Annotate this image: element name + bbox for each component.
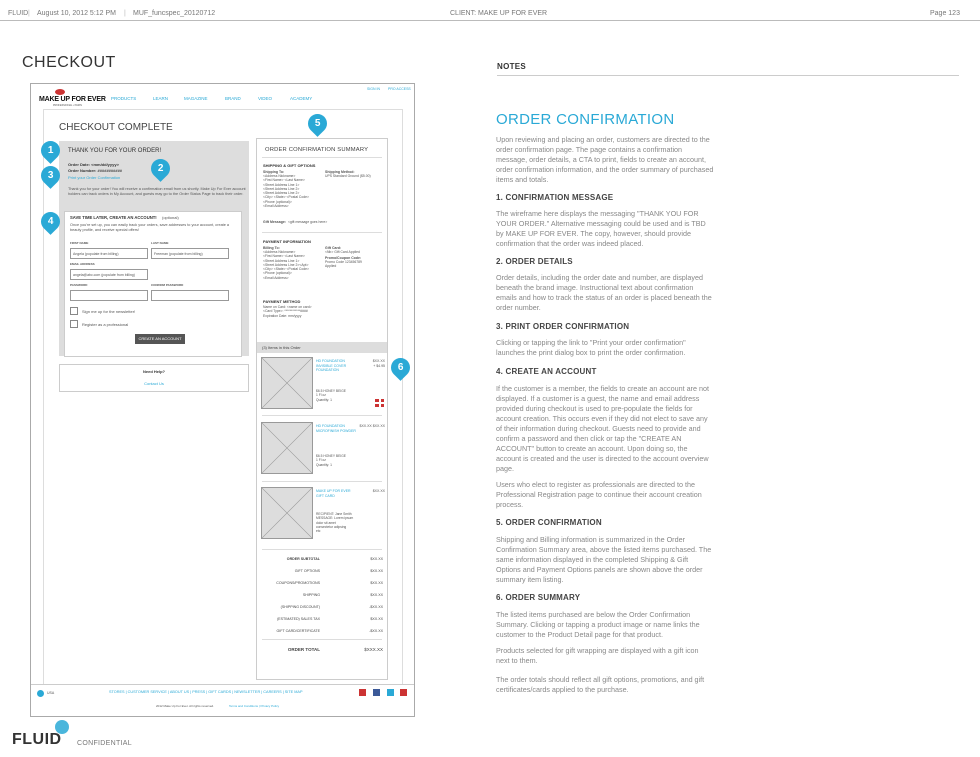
total-value: $XX.XX [370,593,383,597]
newsletter-checkbox[interactable] [70,307,78,315]
section-5-text: Shipping and Billing information is summarized in the Order Confirmation Summary area, above the listed items purchased. The same information displayed in the completed Shipping & Gift Options and Payment Options panels are shown above the order summary item listing. [496,535,712,584]
product-name-link[interactable]: HD FOUNDATION MICROFINISH POWDER [316,424,356,433]
total-value: $XX.XX [370,557,383,561]
confirm-password-label: CONFIRM PASSWORD [151,283,184,287]
header-brand: FLUID [8,10,29,17]
header-page: Page 123 [930,10,960,17]
page-title: CHECKOUT [22,54,116,71]
nav-magazine[interactable]: MAGAZINE [184,96,208,101]
order-total-label: ORDER TOTAL [287,647,320,652]
print-confirmation-link[interactable]: Print your Order Confirmation [68,175,121,180]
total-label: COUPONS/PROMOTIONS [276,581,320,585]
gift-icon [375,399,384,407]
footer-terms[interactable]: Terms and Conditions | Privacy Policy [229,704,280,708]
gift-card-label: Gift Card: [325,246,342,250]
notes-intro: Upon reviewing and placing an order, customers are directed to the order confirmation page. The page contains a confirmation message, order details, a CTA to print, fields to create an account, order confirmation information, and the order summary of purchased items and totals. [496,135,714,184]
site-footer [31,684,415,717]
facebook-icon[interactable] [373,689,380,696]
payment-method-value: Name on Card: <name on card> <Card Type>: ************#### Expiration Date: mm/yyyy [263,305,312,318]
total-label: (ESTIMATED) SALES TAX [277,617,320,621]
section-6-text: The listed items purchased are below the Order Confirmation Summary. Clicking or tapping a product image or name links the customer to the Product Detail page for that product. [496,610,700,639]
callout-badge-1: 1 [37,137,64,164]
payment-method-title: PAYMENT METHOD [263,299,301,304]
gift-message-label: Gift Message: [263,220,286,224]
total-value: -$XX.XX [369,605,383,609]
total-value: -$XX.XX [369,629,383,633]
shipping-title: SHIPPING & GIFT OPTIONS [263,163,316,168]
first-name-input[interactable]: Angela (populate from billing) [70,248,148,259]
footer-brand: FLUID [12,731,62,748]
account-text: Once you're set up, you can easily track your orders, save addresses to your account, create a beauty profile, and receive special offers! [70,223,230,232]
logo-subtitle: PROFESSIONAL • PARIS [53,104,82,107]
section-4-title: 4. CREATE AN ACCOUNT [496,367,597,376]
gift-card-value: <Nb> Gift Card Applied [325,250,360,254]
total-label: ORDER SUBTOTAL [286,557,320,561]
wireframe [30,83,415,717]
email-input[interactable]: angela@abc.com (populate from billing) [70,269,148,280]
help-box [59,364,249,392]
logo-icon [55,89,65,95]
country-select[interactable]: USA [47,691,55,695]
total-value: $XX.XX [370,581,383,585]
section-3-text: Clicking or tapping the link to "Print your order confirmation" launches the print dialog box to print the order confirmation. [496,338,686,357]
nav-products[interactable]: PRODUCTS [111,96,137,101]
create-account-button[interactable]: CREATE AN ACCOUNT [135,334,185,344]
section-6-text-2: Products selected for gift wrapping are displayed with a gift icon next to them. [496,646,699,665]
section-1-text: The wireframe here displays the messaging "THANK YOU FOR YOUR ORDER." Alternative messaging could be used and is TBD by MAKE UP FOR EVER. The copy, however, should provide confirmation that the order was indeed placed. [496,209,706,248]
youtube-icon[interactable] [400,689,407,696]
last-name-label: LAST NAME [151,241,169,245]
notes-divider [497,75,959,76]
nav-academy[interactable]: ACADEMY [290,96,313,101]
create-account-form [64,211,242,357]
password-input[interactable] [70,290,148,301]
pro-access-link[interactable]: PRO ACCESS [388,87,411,91]
nav-video[interactable]: VIDEO [258,96,273,101]
product-name-link[interactable]: HD FOUNDATION INVISIBLE COVER FOUNDATION [316,359,347,373]
order-number: Order Number: ########### [68,168,123,173]
shipping-method-value: UPS Standard Ground ($5.00) [325,174,371,178]
order-date: Order Date: <mm/dd/yyyy> [68,162,119,167]
section-2-text: Order details, including the order date and number, are displayed beneath the brand image. Instructional text about confirmation emails and how to track the status of an order is placed beneath the order number. [496,273,712,312]
footer-copyright: 2012 Make Up For Ever. All rights reserved. [156,704,215,708]
summary-title: ORDER CONFIRMATION SUMMARY [265,147,369,153]
shipping-to-label: Shipping To: [263,170,285,174]
product-price: $XX.XX + $4.95 [372,359,385,368]
payment-title: PAYMENT INFORMATION [263,239,311,244]
order-summary-panel [256,138,388,680]
billing-address: <Address Nickname> <First Name> <Last Name> <Street Address Line 1> <Street Address Line 2><Apt> <City> <State> <Postal Code> <Phone (optional)> <Email Address> [263,250,309,280]
header-sep: | [28,10,30,17]
promo-label: Promo/Coupon Code: [325,256,362,260]
callout-badge-6: 6 [387,354,414,381]
account-title: SAVE TIME LATER, CREATE AN ACCOUNT! [70,215,157,220]
billing-to-label: Billing To: [263,246,280,250]
password-label: PASSWORD [70,283,88,287]
promo-value: Promo Code 123456789 Applied [325,260,362,269]
footer-confidential: CONFIDENTIAL [77,740,132,747]
product-image[interactable] [261,487,313,539]
header-divider [0,20,980,21]
nav-learn[interactable]: LEARN [153,96,169,101]
total-label: (SHIPPING DISCOUNT) [280,605,320,609]
newsletter-label: Sign me up for the newsletter! [82,309,136,314]
checkout-title: CHECKOUT COMPLETE [59,122,173,133]
contact-us-link[interactable]: Contact Us [144,381,164,386]
product-details: $6.5 HONEY BEIGE 1 Fl oz Quantity: 1 [316,454,346,467]
shipping-method-label: Shipping Method: [325,170,355,174]
globe-icon [37,690,44,697]
section-5-title: 5. ORDER CONFIRMATION [496,518,602,527]
twitter-icon[interactable] [387,689,394,696]
first-name-label: FIRST NAME [70,241,89,245]
total-value: $XX.XX [370,569,383,573]
header-sep: | [124,10,126,17]
product-image[interactable] [261,422,313,474]
section-6-title: 6. ORDER SUMMARY [496,593,581,602]
product-price: $XX.XX $XX.XX [359,424,385,428]
checkout-content [43,109,403,694]
items-heading: (3) Items in this Order [257,342,387,353]
section-4-text: If the customer is a member, the fields to create an account are not displayed. If a customer is a guest, the name and email address provided during checkout is used to pre-populate the fields for account creation. This occurs even if they did not elect to save any of their information during checkout. Guests need to provide and confirm a password and then click or tap the "CREATE AN ACCOUNT" button to create an account. Upon doing so, the account is created and the user is directed to the account overview page. [496,384,709,473]
product-name-link[interactable]: MAKE UP FOR EVER GIFT CARD [316,489,351,498]
shipping-address: <Address Nickname> <First Name> <Last Name> <Street Address Line 1> <Street Address Line 2> <Street Address Line 2> <City> <State> <Postal Code> <Phone (optional)> <Email Address> [263,174,309,208]
help-title: Need Help? [142,369,165,374]
professional-checkbox[interactable] [70,320,78,328]
professional-label: Register as a professional [82,322,129,327]
last-name-input[interactable]: Freeman (populate from billing) [151,248,229,259]
header-client: CLIENT: MAKE UP FOR EVER [450,10,548,17]
product-image[interactable] [261,357,313,409]
email-label: EMAIL ADDRESS [70,262,95,266]
callout-badge-4: 4 [37,208,64,235]
total-value: $XX.XX [370,617,383,621]
header-date: August 10, 2012 5:12 PM [37,10,116,17]
section-6-text-3: The order totals should reflect all gift options, promotions, and gift certificates/cards applied to the purchase. [496,675,705,694]
callout-badge-5: 5 [304,110,331,137]
confirm-password-input[interactable] [151,290,229,301]
product-details: $6.5 HONEY BEIGE 1 Fl oz Quantity: 1 [316,389,346,402]
product-price: $XX.XX [372,489,385,493]
pinterest-icon[interactable] [359,689,366,696]
logo[interactable]: MAKE UP FOR EVER [39,96,106,103]
total-label: GIFT OPTIONS [294,569,320,573]
gift-message-value: <gift message goes here> [288,220,328,224]
header-file: MUF_funcspec_20120712 [133,10,216,17]
total-label: GIFT CARD/CERTIFICATE [276,629,320,633]
notes-label: NOTES [497,62,527,71]
section-3-title: 3. PRINT ORDER CONFIRMATION [496,322,630,331]
total-label: SHIPPING [302,593,320,597]
footer-links[interactable]: STORES | CUSTOMER SERVICE | ABOUT US | PRESS | GIFT CARDS | NEWSLETTER | CAREERS | SITE MAP [109,690,303,694]
section-4-text-2: Users who elect to register as professionals are directed to the Professional Registration page to continue their account creation process. [496,480,702,509]
section-1-title: 1. CONFIRMATION MESSAGE [496,193,614,202]
account-optional: (optional) [162,215,179,220]
thank-you-message: THANK YOU FOR YOUR ORDER! [68,148,162,154]
nav-brand[interactable]: BRAND [225,96,241,101]
callout-badge-3: 3 [37,162,64,189]
confirmation-text: Thank you for your order! You will receive a confirmation email from us shortly. Make Up For Ever account holders can track orders in My Account, and guests may go to the Order Status Page to track their order. [68,187,246,196]
section-2-title: 2. ORDER DETAILS [496,257,573,266]
sign-in-link[interactable]: SIGN IN [367,87,381,91]
notes-title: ORDER CONFIRMATION [496,111,675,128]
callout-badge-2: 2 [147,155,174,182]
product-details: RECIPIENT: Jane Smith MESSAGE: Lorem ipsum dolor sit amet consectetur adipsing etc [316,512,354,534]
order-total-value: $XXX.XX [364,647,383,652]
